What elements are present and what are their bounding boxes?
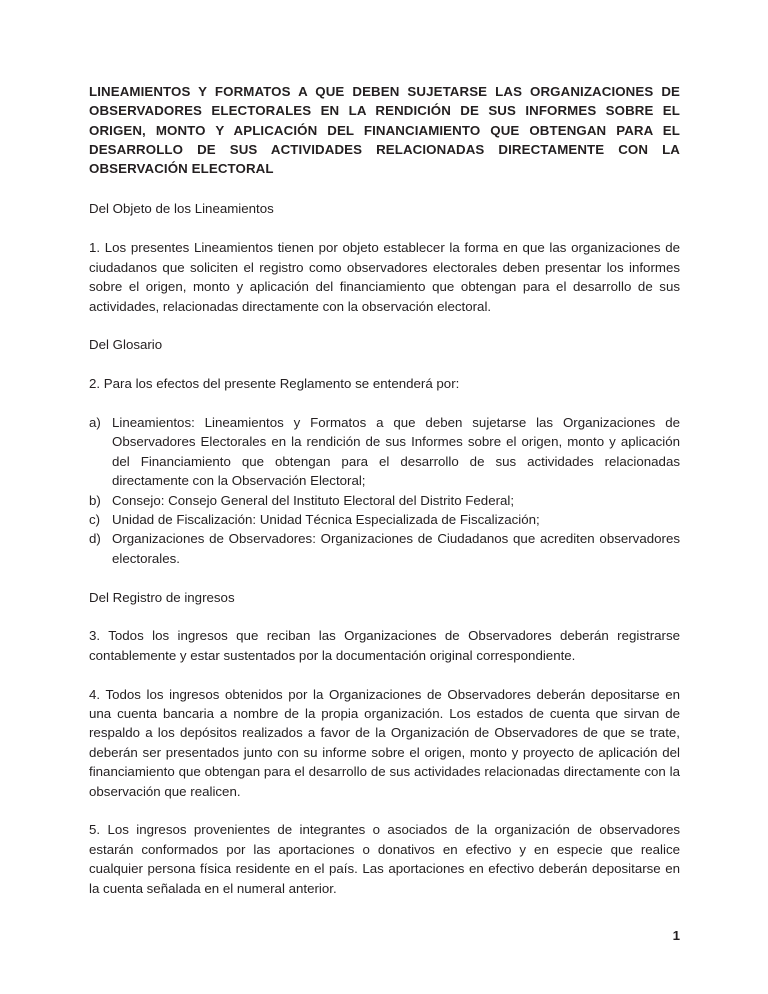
list-item (89, 529, 680, 568)
section-heading-glosario: Del Glosario (89, 337, 163, 353)
list-item-marker: c) (89, 511, 101, 527)
paragraph-numeral-5: 5. Los ingresos provenientes de integrantes o asociados de la organización de observadores estarán conformados por las aportaciones o donativos en efectivo y en especie que realice cualquier persona física residente en el país. Las aportaciones en efectivo deberán depositarse en la cuenta señalada en el numeral anterior. (89, 822, 680, 896)
list-item-text: Organizaciones de Observadores: Organizaciones de Ciudadanos que acrediten observadores electorales. (112, 531, 680, 566)
paragraph-numeral-2: 2. Para los efectos del presente Reglamento se entenderá por: (89, 376, 460, 392)
list-item-text: Lineamientos: Lineamientos y Formatos a que deben sujetarse las Organizaciones de Observadores Electorales en la rendición de sus Informes sobre el origen, monto y aplicación del Financiamiento que obtengan para el desarrollo de sus actividades relacionadas directamente con la Observación Electoral; (112, 414, 680, 489)
paragraph-numeral-3: 3. Todos los ingresos que reciban las Organizaciones de Observadores deberán registrarse contablemente y estar sustentados por la documentación original correspondiente. (89, 628, 680, 663)
list-item (89, 510, 680, 529)
glossary-list (89, 413, 680, 568)
document-body (89, 82, 680, 917)
list-item-marker: d) (89, 531, 101, 547)
list-item (89, 491, 680, 510)
list-item-marker: a) (89, 414, 101, 430)
paragraph-numeral-1: 1. Los presentes Lineamientos tienen por objeto establecer la forma en que las organizaciones de ciudadanos que soliciten el registro como observadores electorales deben presentar los informes sobre el origen, monto y aplicación del financiamiento que obtengan para el desarrollo de sus actividades, relacionadas directamente con la observación electoral. (89, 240, 680, 314)
page-number: 1 (672, 928, 680, 943)
list-item-text: Consejo: Consejo General del Instituto Electoral del Distrito Federal; (112, 492, 515, 508)
section-heading-objeto: Del Objeto de los Lineamientos (89, 201, 274, 217)
list-item-marker: b) (89, 492, 101, 508)
document-title: LINEAMIENTOS Y FORMATOS A QUE DEBEN SUJETARSE LAS ORGANIZACIONES DE OBSERVADORES ELECTORALES EN LA RENDICIÓN DE SUS INFORMES SOBRE EL ORIGEN, MONTO Y APLICACIÓN DEL FINANCIAMIENTO QUE OBTENGAN PARA EL DESARROLLO DE SUS ACTIVIDADES RELACIONADAS DIRECTAMENTE CON LA OBSERVACIÓN ELECTORAL (89, 84, 680, 177)
paragraph-numeral-4: 4. Todos los ingresos obtenidos por la Organizaciones de Observadores deberán depositarse en una cuenta bancaria a nombre de la propia organización. Los estados de cuenta que sirvan de respaldo a los depósitos realizados a favor de la Organización de Observadores de que se trate, deberán ser presentados junto con su informe sobre el origen, monto y proyecto de aplicación del financiamiento que obtengan para el desarrollo de sus actividades relacionadas directamente con la observación que realicen. (89, 686, 680, 799)
list-item-text: Unidad de Fiscalización: Unidad Técnica Especializada de Fiscalización; (112, 511, 540, 527)
section-heading-registro: Del Registro de ingresos (89, 589, 235, 605)
list-item (89, 413, 680, 491)
